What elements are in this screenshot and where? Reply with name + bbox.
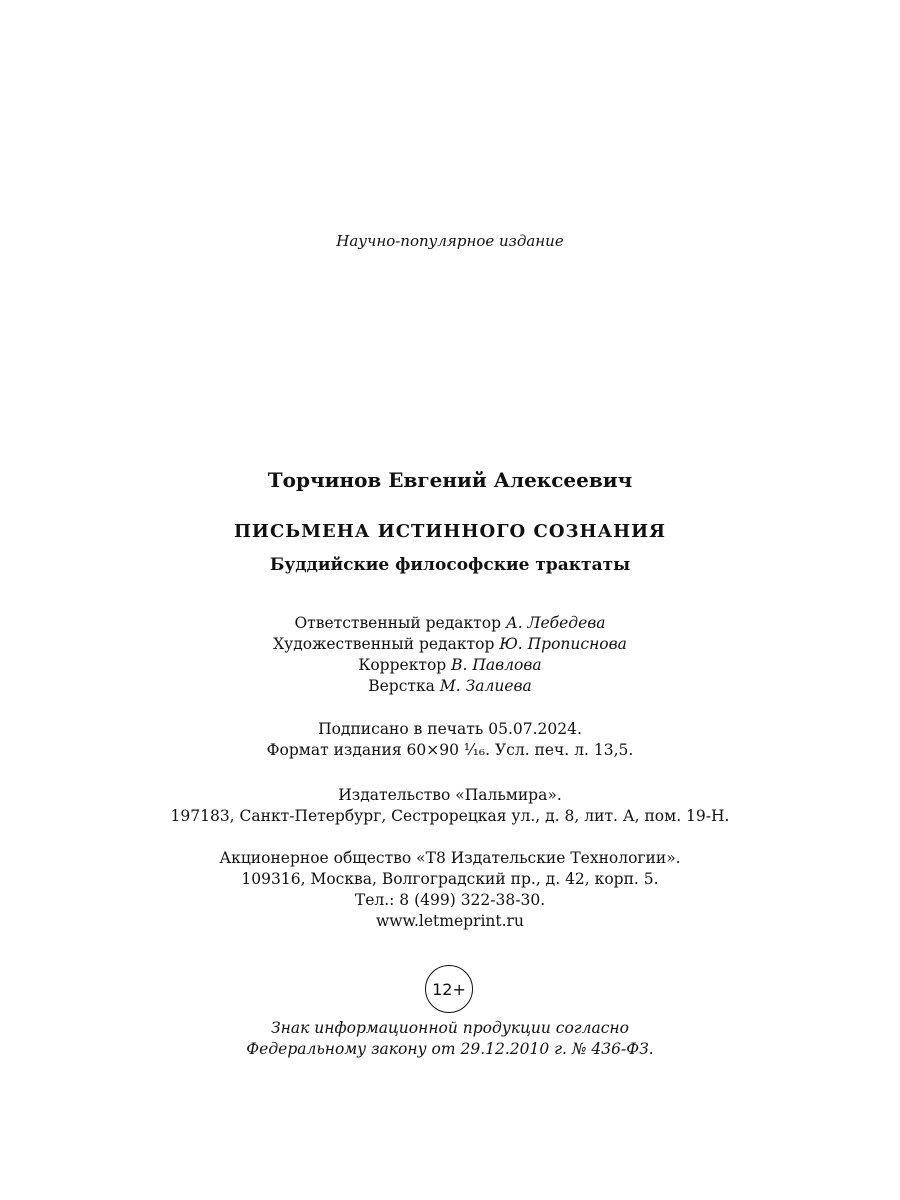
credit-name: Ю. Прописнова [499, 635, 627, 653]
credit-line [0, 656, 900, 674]
publisher-name: Издательство «Пальмира». [338, 786, 562, 804]
credit-role: Ответственный редактор [294, 614, 502, 632]
printer-address: 109316, Москва, Волгоградский пр., д. 42, корп. 5. [241, 870, 659, 888]
book-title: ПИСЬМЕНА ИСТИННОГО СОЗНАНИЯ [233, 521, 667, 542]
credit-line [0, 635, 900, 653]
printer-phone: Тел.: 8 (499) 322-38-30. [354, 891, 546, 909]
publisher-address: 197183, Санкт-Петербург, Сестрорецкая ул., д. 8, лит. А, пом. 19-Н. [170, 807, 730, 825]
notice-line-1: Знак информационной продукции согласно [271, 1019, 629, 1037]
format-line: Формат издания 60×90 ¹⁄₁₆. Усл. печ. л. 13,5. [266, 741, 634, 759]
credit-line [0, 614, 900, 632]
genre-label: Научно-популярное издание [336, 232, 564, 250]
printer-website: www.letmeprint.ru [376, 912, 524, 930]
author-name: Торчинов Евгений Алексеевич [267, 468, 633, 492]
printer-name: Акционерное общество «Т8 Издательские Технологии». [219, 849, 681, 867]
credit-role: Художественный редактор [273, 635, 495, 653]
credit-name: А. Лебедева [505, 614, 606, 632]
credit-role: Корректор [358, 656, 447, 674]
book-subtitle: Буддийские философские трактаты [269, 555, 631, 575]
credit-name: В. Павлова [451, 656, 542, 674]
credit-name: М. Залиева [439, 677, 532, 695]
notice-line-2: Федеральному закону от 29.12.2010 г. № 436-ФЗ. [246, 1040, 654, 1058]
signed-line: Подписано в печать 05.07.2024. [318, 720, 582, 738]
age-rating-badge: 12+ [425, 965, 473, 1013]
credit-line [0, 677, 900, 695]
credit-role: Верстка [368, 677, 435, 695]
